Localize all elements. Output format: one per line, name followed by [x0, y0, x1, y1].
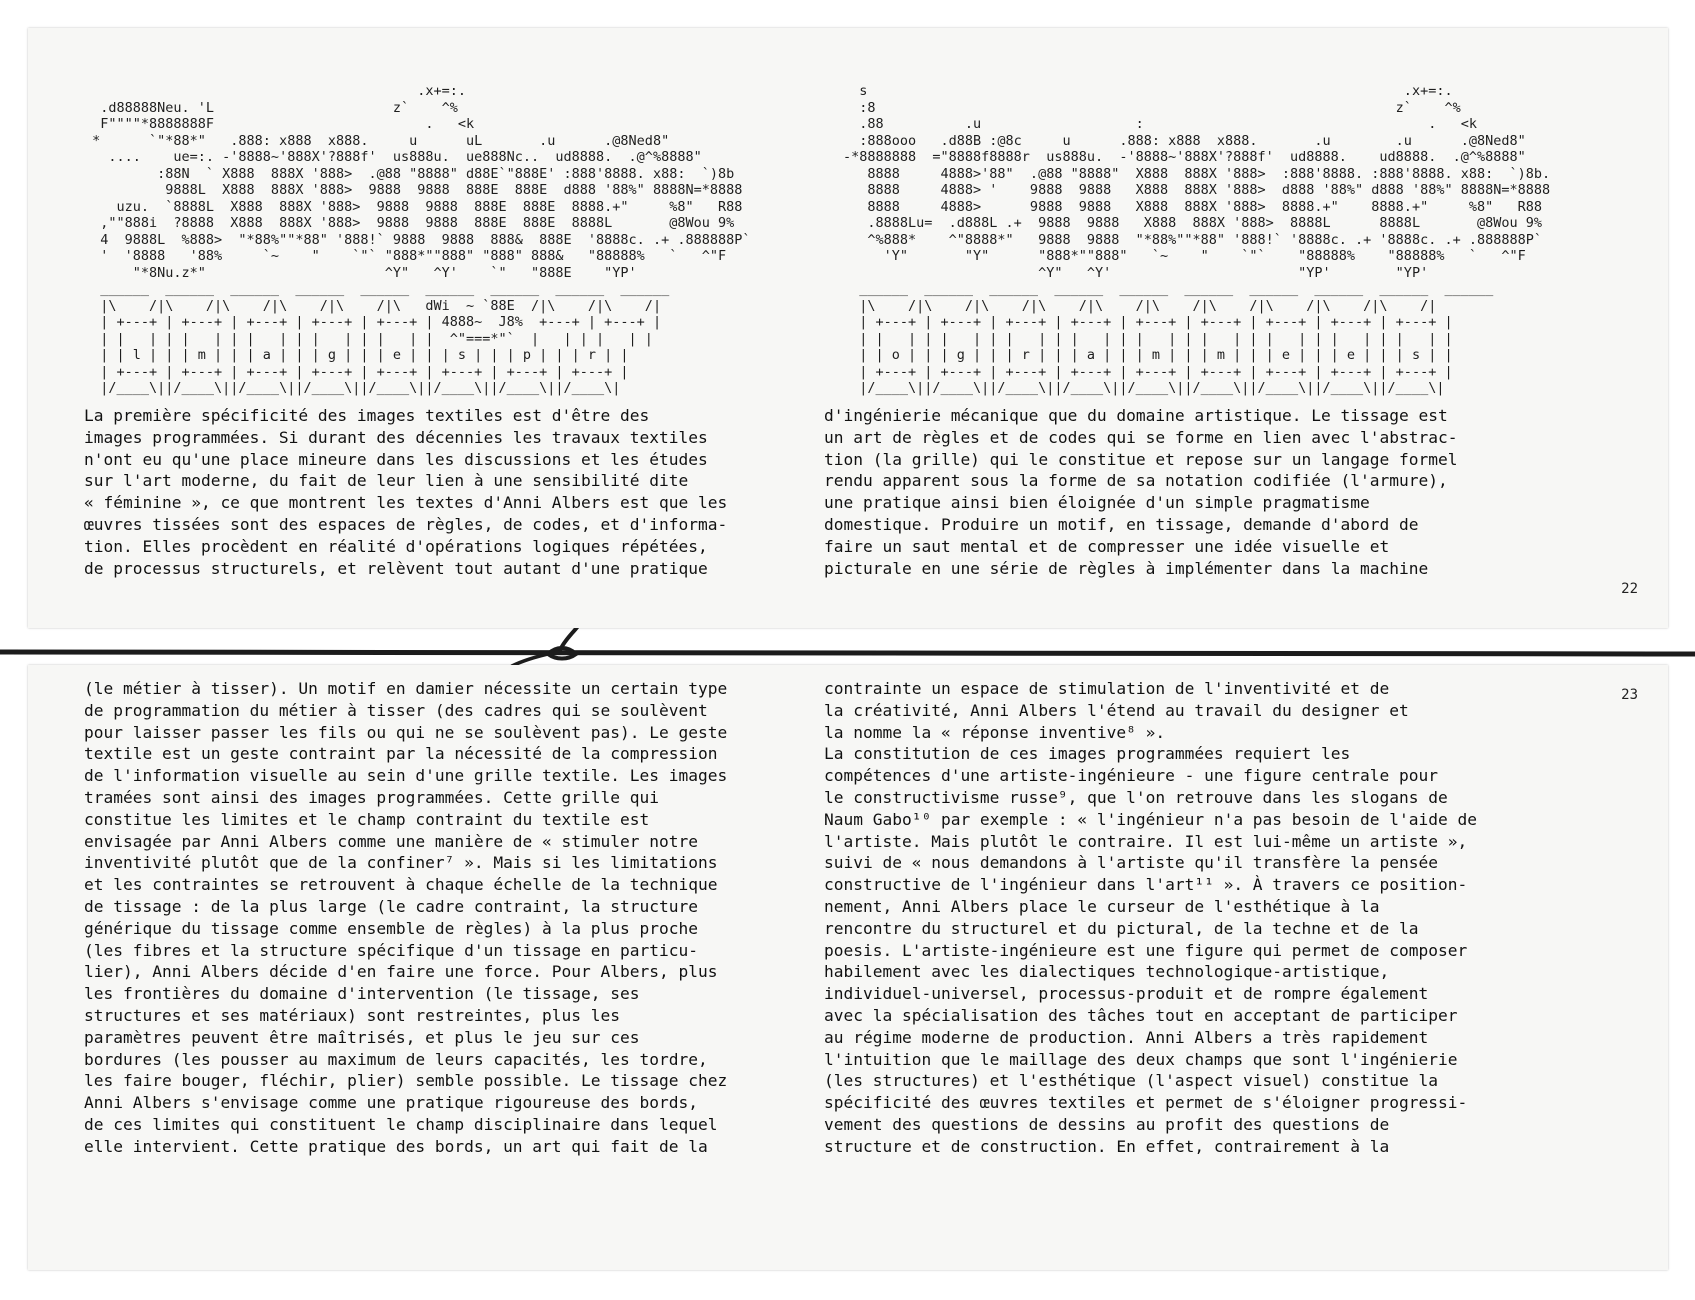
body-text-top-left: La première spécificité des images textiles est d'être des images programmées. Si durant des décennies les travaux textiles n'ont eu qu'une place mineure dans les discussions et les études sur l'art moderne, du fait de leur lien à une sensibilité dite « féminine », ce que montrent les textes d'Anni Albers est que les œuvres tissées sont des espaces de règles, de codes, et d'informa- tion. Elles procèdent en réalité d'opérations logiques répétées, de processus structurels, et relèvent tout autant d'une pratique: [84, 406, 728, 578]
body-text-top-right: d'ingénierie mécanique que du domaine artistique. Le tissage est un art de règles et de codes qui se forme en lien avec l'abstrac- tion (la grille) qui le constitue et repose sur un langage formel rendu apparent sous la forme de sa notation codifiée (l'armure), une pratique ainsi bien éloignée d'un simple pragmatisme domestique. Produire un motif, en tissage, demande d'abord de faire un saut mental et de compresser une idée visuelle et picturale en une série de règles à implémenter dans la machine: [824, 406, 1458, 578]
body-text-bottom-right: contrainte un espace de stimulation de l'inventivité et de la créativité, Anni Albers l'étend au travail du designer et la nomme la « réponse inventive⁸ ». La constitution de ces images programmées requiert les compétences d'une artiste-ingénieure - une figure centrale pour le constructivisme russe⁹, que l'on retrouve dans les slogans de Naum Gabo¹⁰ par exemple : « l'ingénieur n'a pas besoin de l'aide de l'artiste. Mais plutôt le contraire. Il est lui-même un artiste », suivi de « nous demandons à l'artiste qu'il transfère la pensée constructive de l'ingénieur dans l'art¹¹ ». À travers ce position- nement, Anni Albers place le curseur de l'esthétique à la rencontre du structurel et du pictural, de la techne et de la poesis. L'artiste-ingénieure est une figure qui permet de composer habilement avec les dialectiques technologique-artistique, individuel-universel, processus-produit et de rompre également avec la spécialisation des tâches tout en acceptant de participer au régime moderne de production. Anni Albers a très rapidement l'intuition que le maillage des deux champs que sont l'ingénierie (les structures) et l'esthétique (l'aspect visuel) constitue la spécificité des œuvres textiles et permet de s'éloigner progressi- vement des questions de dessins au profit des questions de structure et de construction. En effet, contrairement à la: [824, 679, 1477, 1156]
body-text-bottom-left: (le métier à tisser). Un motif en damier nécessite un certain type de programmation du métier à tisser (des cadres qui se soulèvent pour laisser passer les fils ou qui ne se soulèvent pas). Le geste textile est un geste contraint par la nécessité de la compression de l'information visuelle au sein d'une grille textile. Les images tramées sont ainsi des images programmées. Cette grille qui constitue les limites et le champ contraint du textile est envisagée par Anni Albers comme une manière de « stimuler notre inventivité plutôt que de la confiner⁷ ». Mais si les limitations et les contraintes se retrouvent à chaque échelle de la technique de tissage : de la plus large (le cadre contraint, la structure générique du tissage comme ensemble de règles) à la plus proche (les fibres et la structure spécifique d'un tissage en particu- lier), Anni Albers décide d'en faire une force. Pour Albers, plus les frontières du domaine d'intervention (le tissage, ses structures et ses matériaux) sont restreintes, plus les paramètres peuvent être maîtrisés, et plus le jeu sur ces bordures (les pousser au maximum de leurs capacités, les tordre, les faire bouger, fléchir, plier) semble possible. Le tissage chez Anni Albers s'envisage comme une pratique rigoureuse des bords, de ces limites qui constituent le champ disciplinaire dans lequel elle intervient. Cette pratique des bords, un art qui fait de la: [84, 679, 728, 1156]
page-22: [28, 28, 1668, 628]
ascii-art-images-programmees-right: s .x+=:. :8 z` ^% .88 .u : . <k :888ooo .d88B :@8c u .888: x888 x888. .u .u .@8Ned8" -*8888888 ="8888f8888r us888u. -'8888~'888X'?888f' ud8888. ud8888. .@^%8888" 8888 4888>'88" .@88 "8888" X888 888X '888> :888'8888. :888'8888. x88: `)8b. 8888 4888> ' 9888 9888 X888 888X '888> d888 '88%" d888 '88%" 8888N=*8888 8888 4888> 9888 9888 X888 888X '888> 8888.+" 8888.+" %8" R88 .8888Lu= .d888L .+ 9888 9888 X888 888X '888> 8888L 8888L @8Wou 9% ^%888* ^"8888*" 9888 9888 "*88%""*88" '888!` '8888c. .+ '8888c. .+ .888888P` 'Y" "Y" "888*""888" `~ " `"` "88888% "88888% ` ^"F ^Y" ^Y' "YP' "YP' ______ ______ ______ ______ ______ ______ ______ ______ ______ ______ |\ /|\ /|\ /|\ /|\ /|\ /|\ /|\ /|\ /|\ /| | +---+ | +---+ | +---+ | +---+ | +---+ | +---+ | +---+ | +---+ | +---+ | | | | | | | | | | | | | | | | | | | | | | | | | | | | | | | o | | | g | | | r | | | a | | | m | | | m | | | e | | | e | | | s | | | +---+ | +---+ | +---+ | +---+ | +---+ | +---+ | +---+ | +---+ | +---+ | |/____\||/____\||/____\||/____\||/____\||/____\||/____\||/____\||/____\|: [843, 83, 1551, 396]
page-number: 22: [1621, 581, 1638, 597]
binding-cord: [0, 628, 1695, 668]
page-number: 23: [1621, 687, 1638, 703]
page-23: [28, 665, 1668, 1270]
cord-line: [0, 651, 1695, 654]
ascii-art-images-programmees-left: .x+=:. .d88888Neu. 'L z` ^% F""""*8888888F . <k * `"*88*" .888: x888 x888. u uL .u .@8Ned8" .... ue=:. -'8888~'888X'?888f' us888u. ue888Nc.. ud8888. .@^%8888" :88N ` X888 888X '888> .@88 "8888" d88E`"888E' :888'8888. x88: `)8b 9888L X888 888X '888> 9888 9888 888E 888E d888 '88%" 8888N=*8888 uzu. `8888L X888 888X '888> 9888 9888 888E 888E 8888.+" %8" R88 ,""888i ?8888 X888 888X '888> 9888 9888 888E 888E 8888L @8Wou 9% 4 9888L %888> "*88%""*88" '888!` 9888 9888 888& 888E '8888c. .+ .888888P` ' '8888 '88% `~ " `"` "888*""888" "888" 888& "88888% ` ^"F "*8Nu.z*" ^Y" ^Y' `" "888E "YP' ______ ______ ______ ______ ______ ______ ______ ______ ______ |\ /|\ /|\ /|\ /|\ /|\ dWi ~ `88E /|\ /|\ /| | +---+ | +---+ | +---+ | +---+ | +---+ | 4888~ J8% +---+ | +---+ | | | | | | | | | | | | | | | | | ^"===*"` | | | | | | | | l | | | m | | | a | | | g | | | e | | | s | | | p | | | r | | | +---+ | +---+ | +---+ | +---+ | +---+ | +---+ | +---+ | +---+ | |/____\||/____\||/____\||/____\||/____\||/____\||/____\||/____\|: [92, 83, 751, 396]
knot-icon: [512, 628, 578, 666]
